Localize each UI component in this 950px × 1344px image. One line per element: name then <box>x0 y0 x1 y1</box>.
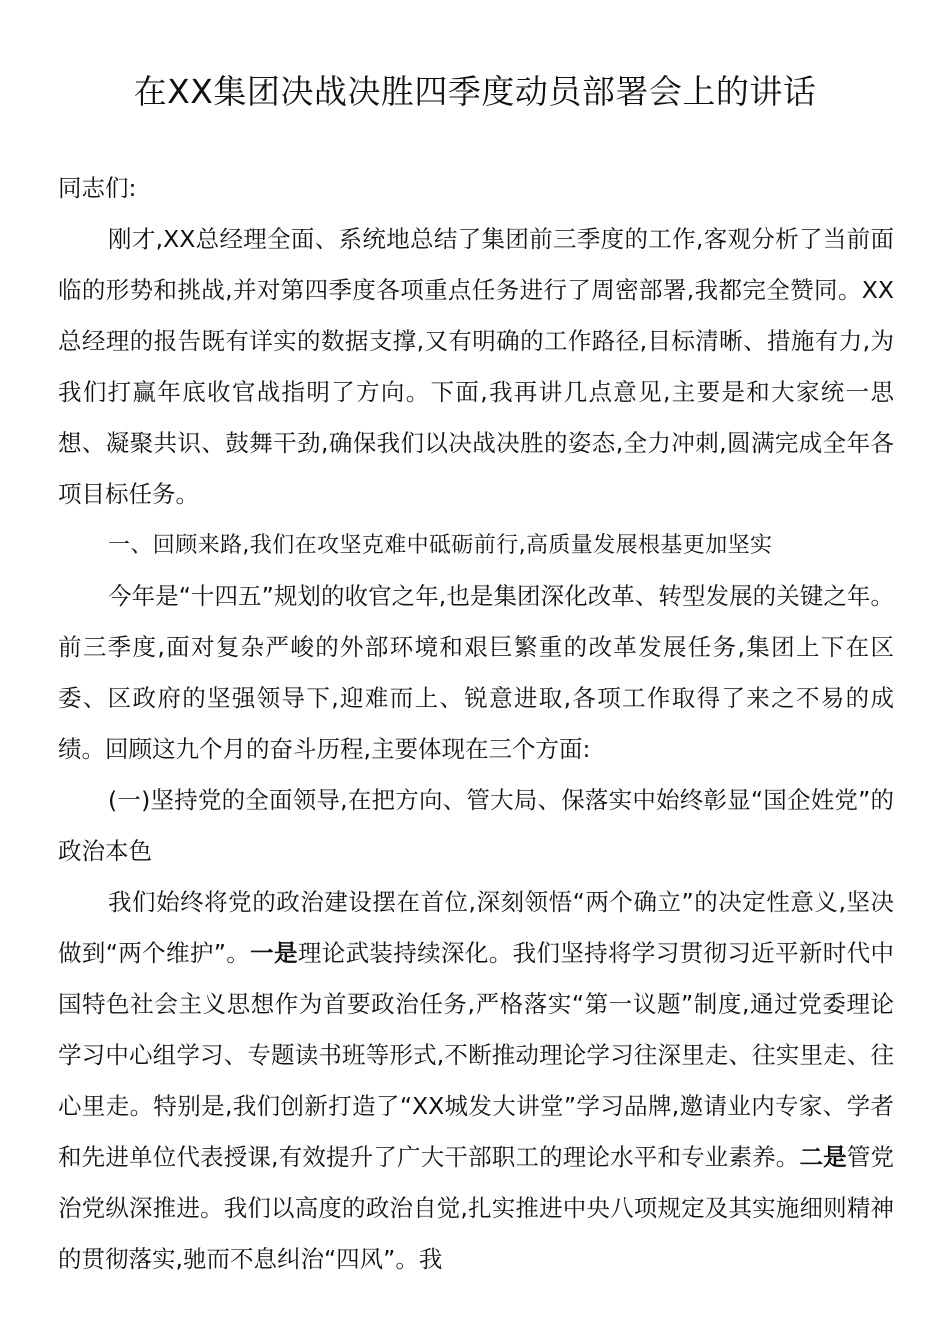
paragraph-intro: 刚才,XX总经理全面、系统地总结了集团前三季度的工作,客观分析了当前面临的形势和挑战,并对第四季度各项重点任务进行了周密部署,我都完全赞同。XX总经理的报告既有详实的数据支撑,又有明确的工作路径,目标清晰、措施有力,为我们打赢年底收官战指明了方向。下面,我再讲几点意见,主要是和大家统一思想、凝聚共识、鼓舞干劲,确保我们以决战决胜的姿态,全力冲刺,圆满完成全年各项目标任务。 <box>58 225 894 508</box>
section-heading-1: 一、回顾来路,我们在攻坚克难中砥砺前行,高质量发展根基更加坚实 <box>108 533 773 558</box>
document-title: 在XX集团决战决胜四季度动员部署会上的讲话 <box>133 72 817 111</box>
paragraph-text: 管党治党纵深推进。我们以高度的政治自觉,扎实推进中央八项规定及其实施细则精神的贯彻落实,驰而不息纠治“四风”。我 <box>58 1143 894 1273</box>
point-label-bold: 二是 <box>799 1143 847 1171</box>
paragraph-review: 今年是“十四五”规划的收官之年,也是集团深化改革、转型发展的关键之年。前三季度,面对复杂严峻的外部环境和艰巨繁重的改革发展任务,集团上下在区委、区政府的坚强领导下,迎难而上、锐意进取,各项工作取得了来之不易的成绩。回顾这九个月的奋斗历程,主要体现在三个方面: <box>58 582 894 763</box>
document-body <box>58 163 894 1285</box>
subsection-heading-1: (一)坚持党的全面领导,在把方向、管大局、保落实中始终彰显“国企姓党”的政治本色 <box>58 786 894 865</box>
paragraph-text: 理论武装持续深化。我们坚持将学习贯彻习近平新时代中国特色社会主义思想作为首要政治任务,严格落实“第一议题”制度,通过党委理论学习中心组学习、专题读书班等形式,不断推动理论学习往深里走、往实里走、往心里走。特别是,我们创新打造了“XX城发大讲堂”学习品牌,邀请业内专家、学者和先进单位代表授课,有效提升了广大干部职工的理论水平和专业素养。 <box>58 939 895 1171</box>
point-label-bold: 一是 <box>250 939 298 967</box>
paragraph-text: 我们始终将党的政治建设摆在首位,深刻领悟“两个确立”的决定性意义,坚决做到“两个维护”。 <box>58 888 894 967</box>
paragraph-party-building <box>58 877 894 1285</box>
salutation: 同志们: <box>58 174 137 202</box>
